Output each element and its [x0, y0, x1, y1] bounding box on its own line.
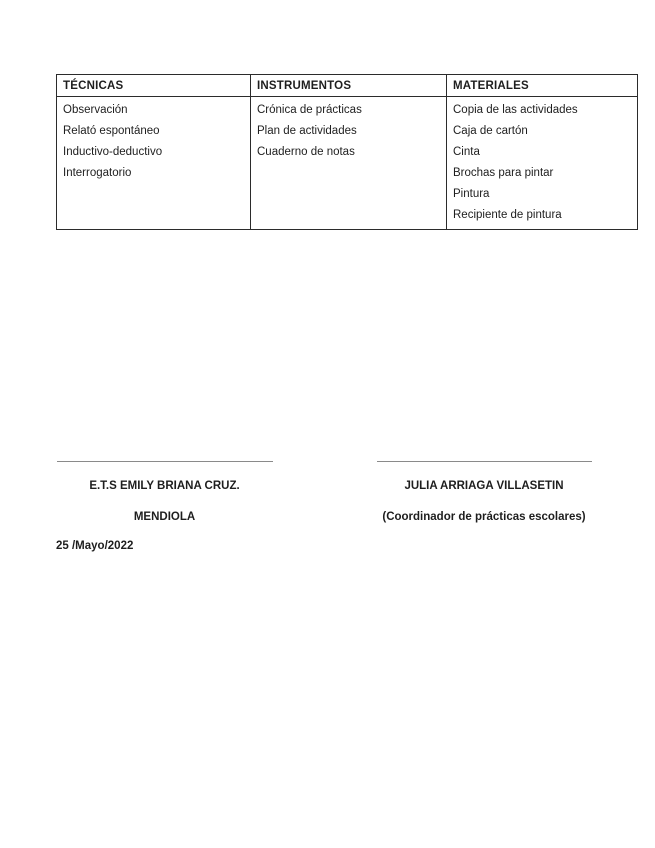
- list-item: Copia de las actividades: [453, 104, 578, 116]
- list-item: Cinta: [453, 146, 480, 158]
- list-item: Relató espontáneo: [63, 125, 160, 137]
- list-item: Pintura: [453, 188, 490, 200]
- signatory-role: (Coordinador de prácticas escolares): [382, 511, 586, 523]
- table-header-row: [57, 75, 638, 97]
- column-header-instrumentos: INSTRUMENTOS: [251, 75, 447, 97]
- table-body-row: [57, 97, 638, 230]
- document-date: 25 /Mayo/2022: [56, 540, 134, 552]
- signatory-name-line-2: MENDIOLA: [133, 511, 196, 523]
- list-item: Observación: [63, 104, 128, 116]
- signature-line: [377, 461, 592, 462]
- list-item: Brochas para pintar: [453, 167, 554, 179]
- cell-instrumentos: [251, 97, 447, 230]
- list-item: Caja de cartón: [453, 125, 528, 137]
- list-item: Plan de actividades: [257, 125, 357, 137]
- list-item: Recipiente de pintura: [453, 209, 562, 221]
- list-item: Cuaderno de notas: [257, 146, 355, 158]
- cell-materiales: [447, 97, 638, 230]
- cell-tecnicas: [57, 97, 251, 230]
- column-header-tecnicas: TÉCNICAS: [57, 75, 251, 97]
- column-header-materiales: MATERIALES: [447, 75, 638, 97]
- signature-block-left: [56, 461, 273, 524]
- list-item: Inductivo-deductivo: [63, 146, 163, 158]
- list-item: Interrogatorio: [63, 167, 132, 179]
- list-item: Crónica de prácticas: [257, 104, 362, 116]
- signatory-name: JULIA ARRIAGA VILLASETIN: [404, 480, 564, 492]
- signature-line: [57, 461, 273, 462]
- techniques-instruments-materials-table: [56, 74, 638, 230]
- signatory-name: E.T.S EMILY BRIANA CRUZ.: [89, 480, 240, 492]
- signature-block-right: [361, 461, 607, 524]
